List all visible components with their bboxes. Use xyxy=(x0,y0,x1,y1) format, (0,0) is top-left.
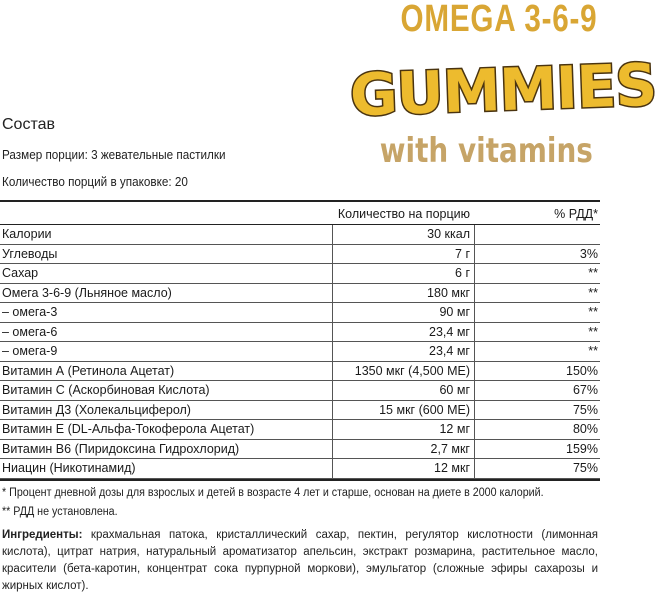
row-name: Витамин Д3 (Холекальциферол) xyxy=(2,402,191,417)
row-dv: 67% xyxy=(572,383,598,397)
row-dv: 75% xyxy=(572,461,598,475)
brand-subtitle: with vitamins xyxy=(379,131,593,171)
row-dv: 75% xyxy=(572,402,598,417)
column-divider xyxy=(474,342,475,361)
brand-title: OMEGA 3-6-9 xyxy=(400,0,597,40)
row-name: – омега-9 xyxy=(2,344,58,358)
column-divider xyxy=(474,401,475,420)
brand-name: GUMMIES xyxy=(348,50,657,130)
column-divider xyxy=(474,225,475,244)
row-dv: 80% xyxy=(572,422,598,436)
row-dv: ** xyxy=(588,344,598,358)
column-divider xyxy=(332,303,333,322)
table-row xyxy=(0,401,600,421)
table-row xyxy=(0,362,600,382)
column-divider xyxy=(474,440,475,459)
row-name: Ниацин (Никотинамид) xyxy=(2,461,136,475)
table-row xyxy=(0,323,600,343)
table-body xyxy=(0,225,600,479)
column-divider xyxy=(474,303,475,322)
brand-logo xyxy=(347,0,657,175)
nutrition-table xyxy=(0,200,600,481)
row-amount: 15 мкг (600 МЕ) xyxy=(379,402,470,417)
ingredients-label: Ингредиенты: xyxy=(2,529,83,541)
header-dv: % РДД* xyxy=(554,207,598,221)
row-amount: 23,4 мг xyxy=(429,324,470,339)
column-divider xyxy=(332,342,333,361)
row-amount: 90 мг xyxy=(439,305,470,319)
ingredients xyxy=(2,527,598,595)
column-divider xyxy=(332,440,333,459)
table-row xyxy=(0,440,600,460)
column-divider xyxy=(474,381,475,400)
row-name: Сахар xyxy=(2,266,39,280)
row-name: Витамин Е (DL-Альфа-Токоферола Ацетат) xyxy=(2,422,255,436)
column-divider xyxy=(332,362,333,381)
column-divider xyxy=(332,264,333,283)
column-divider xyxy=(332,459,333,478)
row-amount: 23,4 мг xyxy=(429,344,470,358)
table-row xyxy=(0,459,600,479)
row-amount: 2,7 мкг xyxy=(430,441,470,456)
table-row xyxy=(0,245,600,265)
ingredients-text: крахмальная патока, кристаллический сахар, пектин, регулятор кислотности (лимонная кислота), цитрат натрия, натуральный ароматизатор апельсин, экстракт розмарина, растительное масло, красители (бета-каротин, концентрат сока пурпурной моркови), эмульгатор (сложные эфиры сахарозы и жирных кислот). xyxy=(2,529,598,592)
table-row xyxy=(0,303,600,323)
row-dv: ** xyxy=(588,305,598,319)
row-name: – омега-3 xyxy=(2,305,58,319)
table-row xyxy=(0,284,600,304)
column-divider xyxy=(332,401,333,420)
footnote-not-established: ** РДД не установлена. xyxy=(2,506,118,518)
row-amount: 180 мкг xyxy=(427,285,470,300)
column-divider xyxy=(474,323,475,342)
row-dv: ** xyxy=(588,324,598,339)
row-name: – омега-6 xyxy=(2,324,58,339)
row-dv: ** xyxy=(588,266,598,280)
row-amount: 6 г xyxy=(455,266,470,280)
column-divider xyxy=(474,362,475,381)
column-divider xyxy=(474,284,475,303)
header-amount: Количество на порцию xyxy=(337,207,470,221)
row-name: Витамин С (Аскорбиновая Кислота) xyxy=(2,383,210,397)
row-amount: 12 мг xyxy=(439,422,470,436)
row-name: Витамин А (Ретинола Ацетат) xyxy=(2,363,175,378)
table-header-row xyxy=(0,202,600,225)
serving-size: Размер порции: 3 жевательные пастилки xyxy=(2,147,226,162)
row-amount: 7 г xyxy=(455,246,470,261)
column-divider xyxy=(332,284,333,303)
column-divider xyxy=(474,245,475,264)
table-row xyxy=(0,264,600,284)
row-name: Витамин В6 (Пиридоксина Гидрохлорид) xyxy=(2,441,240,456)
table-row xyxy=(0,342,600,362)
row-dv: 150% xyxy=(566,363,598,378)
row-name: Углеводы xyxy=(2,246,58,261)
row-dv: 159% xyxy=(566,441,598,456)
row-name: Калории xyxy=(2,227,52,241)
servings-count: Количество порций в упаковке: 20 xyxy=(2,174,188,189)
table-row xyxy=(0,381,600,401)
column-divider xyxy=(332,323,333,342)
row-amount: 60 мг xyxy=(439,383,470,397)
column-divider xyxy=(474,264,475,283)
column-divider xyxy=(474,420,475,439)
table-row xyxy=(0,225,600,245)
row-amount: 1350 мкг (4,500 МЕ) xyxy=(354,363,470,378)
footnote-dv: * Процент дневной дозы для взрослых и детей в возрасте 4 лет и старше, основан на диете в 2000 калорий. xyxy=(2,487,544,499)
column-divider xyxy=(332,225,333,244)
row-dv: ** xyxy=(588,285,598,300)
row-name: Омега 3-6-9 (Льняное масло) xyxy=(2,285,172,300)
column-divider xyxy=(474,459,475,478)
row-amount: 30 ккал xyxy=(427,227,470,241)
column-divider xyxy=(332,420,333,439)
column-divider xyxy=(332,245,333,264)
composition-heading: Состав xyxy=(2,116,55,133)
column-divider xyxy=(332,381,333,400)
table-row xyxy=(0,420,600,440)
row-amount: 12 мкг xyxy=(434,461,470,475)
row-dv: 3% xyxy=(579,246,598,261)
table-bottom-rule xyxy=(0,479,600,481)
